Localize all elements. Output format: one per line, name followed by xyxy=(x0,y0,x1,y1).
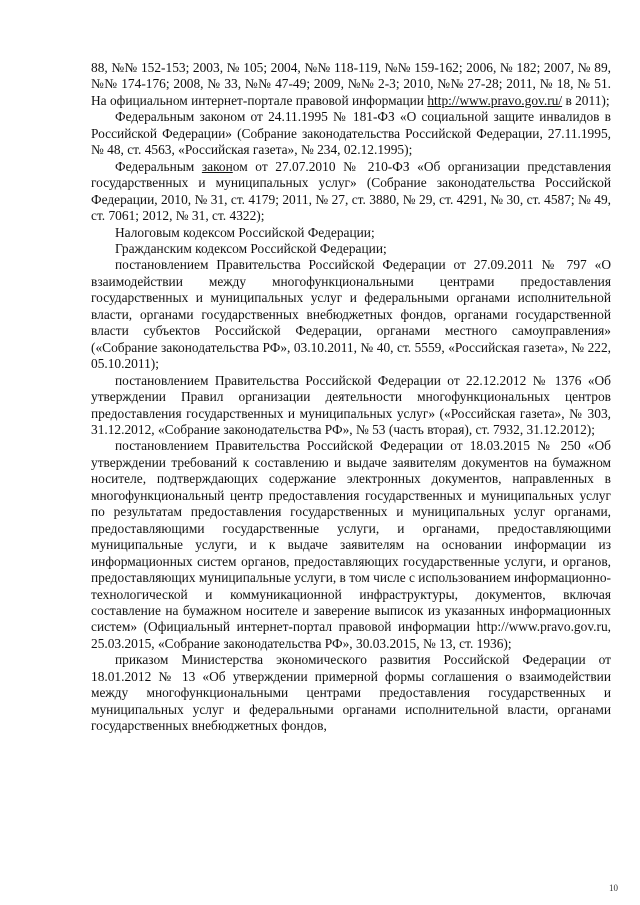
paragraph-tax-code: Налоговым кодексом Российской Федерации; xyxy=(115,224,375,240)
paragraph-resolution-250: постановлением Правительства Российской Федерации от 18.03.2015 № 250 «Об утверждении требований к составлению и выдаче заявителям документов на бумажном носителе, подтверждающих содержание электронных документов, направленных в многофункциональный центр предоставления государственных и муниципальных услуг по результатам предоставления государственных и муниципальных услуг органами, предоставляющими государственные услуги, и органами, предоставляющими муниципальные услуги, и к выдаче заявителям на основании информации из информационных систем органов, предоставляющих государственные услуги, и органов, предоставляющих муниципальные услуги, в том числе с использованием информационно-технологической и коммуникационной инфраструктуры, документов, включая составление на бумажном носителе и заверение выписок из указанных информационных систем» (Официальный интернет-портал правовой информации http://www.pravo.gov.ru, 25.03.2015, «Собрание законодательства РФ», 30.03.2015, № 13, ст. 1936); xyxy=(91,438,611,651)
page-number: 10 xyxy=(609,883,618,893)
paragraph-resolution-797: постановлением Правительства Российской Федерации от 27.09.2011 № 797 «О взаимодействии между многофункциональными центрами предоставления государственных и муниципальных услуг и федеральными органами исполнительной власти, органами государственных внебюджетных фондов, органами государственной власти субъектов Российской Федерации, органами местного самоуправления» («Собрание законодательства РФ», 03.10.2011, № 40, ст. 5559, «Российская газета», № 222, 05.10.2011); xyxy=(91,257,611,372)
paragraph-gazette-references xyxy=(91,60,611,109)
pravo-gov-link[interactable]: http://www.pravo.gov.ru/ xyxy=(427,92,563,108)
paragraph-law-210-fz xyxy=(91,159,611,225)
paragraph-order-13: приказом Министерства экономического развития Российской Федерации от 18.01.2012 № 13 «Об утверждении примерной формы соглашения о взаимодействии между многофункциональными центрами предоставления государственных и муниципальных услуг и федеральными органами исполнительной власти, органами государственных внебюджетных фондов, xyxy=(91,652,611,734)
paragraph-civil-code: Гражданским кодексом Российской Федерации; xyxy=(115,240,387,256)
paragraph-law-181-fz: Федеральным законом от 24.11.1995 № 181-ФЗ «О социальной защите инвалидов в Российской Федерации» (Собрание законодательства Российской Федерации, 27.11.1995, № 48, ст. 4563, «Российская газета», № 234, 02.12.1995); xyxy=(91,109,611,158)
paragraph-resolution-1376: постановлением Правительства Российской Федерации от 22.12.2012 № 1376 «Об утверждении Правил организации деятельности многофункциональных центров предоставления государственных и муниципальных услуг» («Российская газета», № 303, 31.12.2012, «Собрание законодательства РФ», № 53 (часть вторая), ст. 7932, 31.12.2012); xyxy=(91,372,611,437)
paragraph-text: в 2011); xyxy=(562,92,610,108)
underlined-word: закон xyxy=(201,158,233,174)
paragraph-text: ом от 27.07.2010 № 210-ФЗ «Об организации представления государственных и муниципальных услуг» (Собрание законодательства Российской Федерации, 2010, № 31, ст. 4179; 2011, № 27, ст. 3880, № 29, ст. 4291, № 30, ст. 4587; № 49, ст. 7061; 2012, № 31, ст. 4322); xyxy=(91,158,611,224)
document-body xyxy=(91,60,611,735)
paragraph-text: Федеральным xyxy=(115,158,202,174)
paragraph-text: 88, №№ 152-153; 2003, № 105; 2004, №№ 118-119, №№ 159-162; 2006, № 182; 2007, № 89, №№ 174-176; 2008, № 33, №№ 47-49; 2009, №№ 2-3; 2010, №№ 27-28; 2011, № 18, № 51. На официальном интернет-портале правовой информации xyxy=(91,60,611,108)
